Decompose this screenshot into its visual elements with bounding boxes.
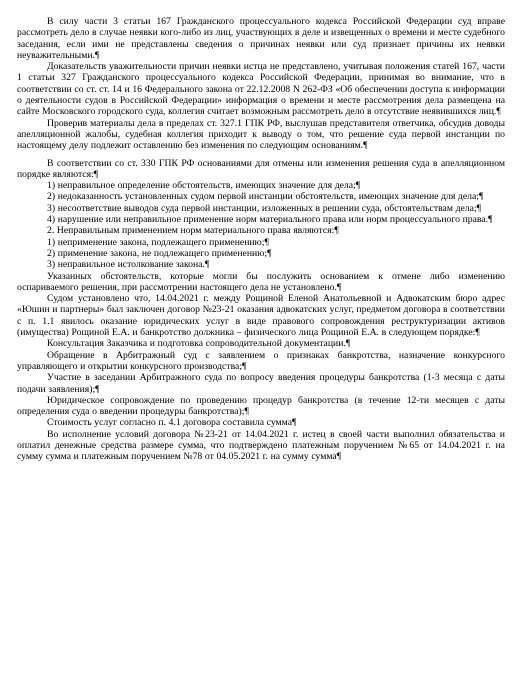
paragraph: Обращение в Арбитражный суд с заявлением о признаках банкротства, назначение конкурсного управляющего и открытии конкурсного производства;¶	[17, 349, 505, 372]
list-item: 2) недоказанность установленных судом первой инстанции обстоятельств, имеющих значение для дела;¶	[47, 191, 484, 203]
paragraph: Участие в заседании Арбитражного суда по вопросу введения процедуры банкротства (1-3 месяца с даты подачи заявления);¶	[17, 372, 505, 395]
list-item: 1) неприменение закона, подлежащего применению;¶	[47, 236, 269, 248]
list-item: 4) нарушение или неправильное применение норм материального права или норм процессуального права.¶	[47, 214, 493, 226]
paragraph: Судом установлено что, 14.04.2021 г. между Рощиной Еленой Анатольевной и Адвокатским бюро адрес «Юшин и партнеры» был заключен договор №23-21 оказания адвокатских услуг, предметом договора в соответствии с п. 1.1 явилось оказание юридических услуг в виде правового сопровождения реструктуризации активов (имущества) Рощиной Е.А. и банкротство должника – физического лица Рощиной Е.А. в следующем порядке:¶	[17, 293, 505, 339]
paragraph: Стоимость услуг согласно п. 4.1 договора составила сумма¶	[47, 417, 297, 429]
paragraph: Доказательств уважительности причин неявки истца не представлено, учитывая положения статей 167, части 1 статьи 327 Гражданского процессуального кодекса Российской Федерации, принимая во внимание, что в соответствии со ст. ст. 14 и 16 Федерального закона от 22.12.2008 N 262-ФЗ «Об обеспечении доступа к информации о деятельности судов в Российской Федерации» информация о времени и месте рассмотрения дела размещена на сайте Московского городского суда, коллегия считает возможным рассмотреть дело в отсутствие неявившихся лиц.¶	[17, 61, 505, 118]
paragraph: В соответствии со ст. 330 ГПК РФ основаниями для отмены или изменения решения суда в апелляционном порядке являются:¶	[17, 157, 505, 180]
paragraph: Во исполнение условий договора №23-21 от 14.04.2021 г. истец в своей части выполнил обязательства и оплатил денежные средства размере сумма, что подтверждено платежным поручением №65 от 14.04.2021 г. на сумму сумма и платежным поручением №78 от 04.05.2021 г. на сумму сумма¶	[17, 428, 505, 463]
list-item: 3) неправильное истолкование закона.¶	[47, 259, 210, 271]
list-item: 1) неправильное определение обстоятельств, имеющих значение для дела;¶	[47, 180, 361, 192]
list-item: 3) несоответствие выводов суда первой инстанции, изложенных в решении суда, обстоятельствам дела;¶	[47, 202, 482, 214]
paragraph: Проверив материалы дела в пределах ст. 327.1 ГПК РФ, выслушав представителя ответчика, обсудив доводы апелляционной жалобы, судебная коллегия приходит к выводу о том, что решение суда первой инстанции по настоящему делу подлежит оставлению без изменения по следующим основаниям.¶	[17, 117, 505, 152]
list-item: 2) применение закона, не подлежащего применению;¶	[47, 247, 272, 259]
paragraph: В силу части 3 статьи 167 Гражданского процессуального кодекса Российской Федерации суд вправе рассмотреть дело в случае неявки кого-либо из лиц, участвующих в деле и извещенных о времени и месте судебного заседания, если ими не представлены сведения о причинах неявки или суд признает причины их неявки неуважительными.¶	[17, 16, 505, 61]
paragraph: Консультация Заказчика и подготовка сопроводительной документации.¶	[47, 338, 351, 350]
paragraph: 2. Неправильным применением норм материального права являются:¶	[47, 225, 339, 237]
paragraph: Указанных обстоятельств, которые могли бы послужить основанием к отмене либо изменению оспариваемого решения, при рассмотрении настоящего дела не установлено.¶	[17, 270, 505, 293]
paragraph: Юридическое сопровождение по проведению процедур банкротства (в течение 12-ти месяцев с даты определения суда о введении процедуры банкротства);¶	[17, 394, 505, 418]
